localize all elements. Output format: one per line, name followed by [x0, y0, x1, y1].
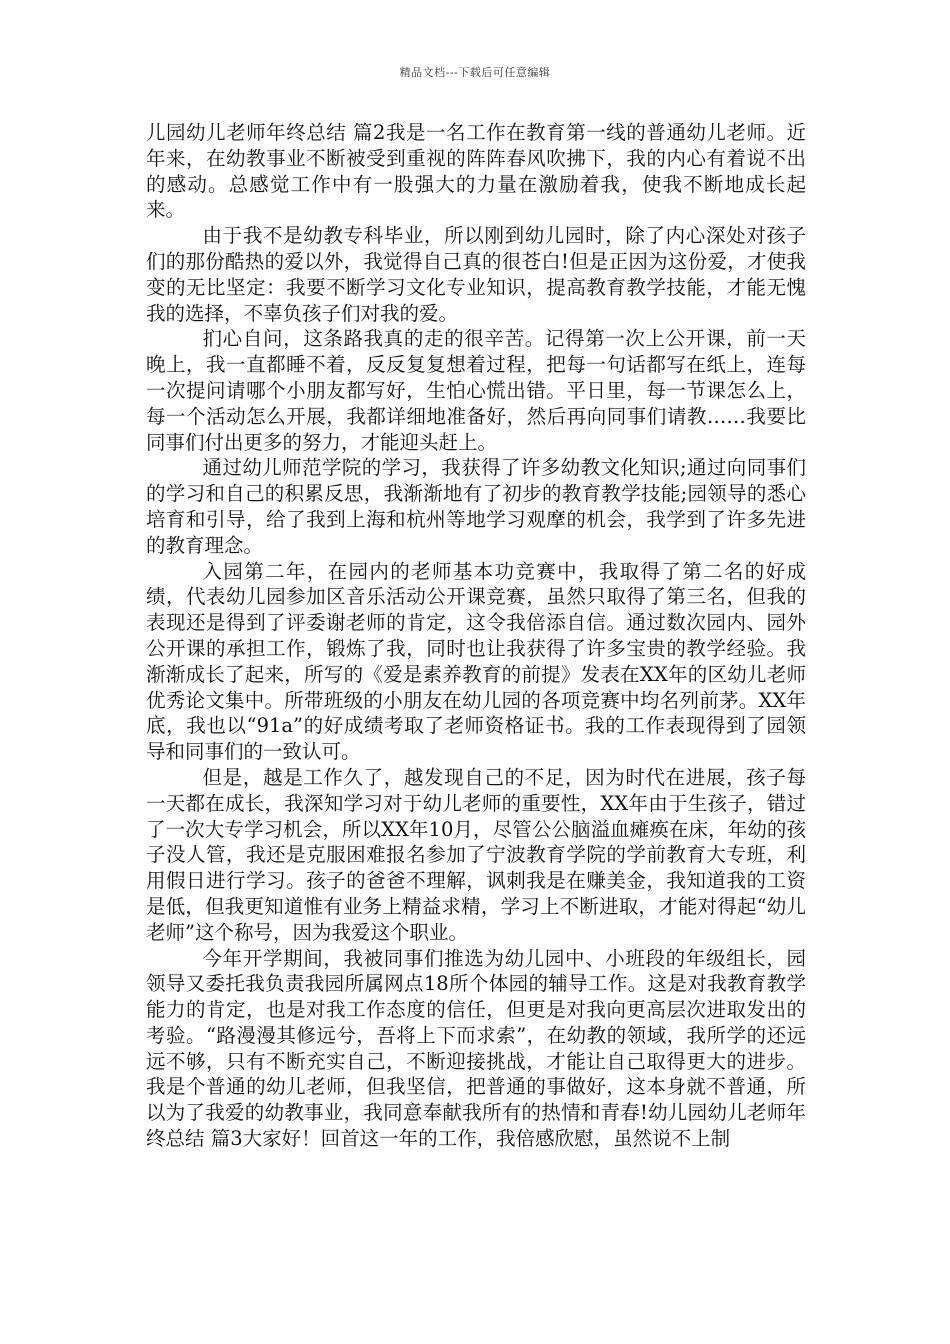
paragraph: 入园第二年，在园内的老师基本功竞赛中，我取得了第二名的好成绩，代表幼儿园参加区音乐活动公开课竞赛，虽然只取得了第三名，但我的表现还是得到了评委谢老师的肯定，这令我倍添自信。通过数次园内、园外公开课的承担工作，锻炼了我，同时也让我获得了许多宝贵的教学经验。我渐渐成长了起来，所写的《爱是素养教育的前提》发表在XX年的区幼儿老师优秀论文集中。所带班级的小朋友在幼儿园的各项竞赛中均名列前茅。XX年底，我也以“91a”的好成绩考取了老师资格证书。我的工作表现得到了园领导和同事们的一致认可。 [146, 559, 806, 764]
document-body [146, 120, 806, 1152]
paragraph: 通过幼儿师范学院的学习，我获得了许多幼教文化知识;通过向同事们的学习和自己的积累反思，我渐渐地有了初步的教育教学技能;园领导的悉心培育和引导，给了我到上海和杭州等地学习观摩的机会，我学到了许多先进的教育理念。 [146, 456, 806, 557]
paragraph: 由于我不是幼教专科毕业，所以刚到幼儿园时，除了内心深处对孩子们的那份酷热的爱以外，我觉得自己真的很苍白!但是正因为这份爱，才使我变的无比坚定：我要不断学习文化专业知识，提高教育教学技能，才能无愧我的选择，不辜负孩子们对我的爱。 [146, 224, 806, 325]
paragraph: 儿园幼儿老师年终总结 篇2我是一名工作在教育第一线的普通幼儿老师。近年来，在幼教事业不断被受到重视的阵阵春风吹拂下，我的内心有着说不出的感动。总感觉工作中有一股强大的力量在激励着我，使我不断地成长起来。 [146, 121, 806, 222]
page-header: 精品文档---下载后可任意编辑 [399, 66, 551, 79]
paragraph: 但是，越是工作久了，越发现自己的不足，因为时代在进展，孩子每一天都在成长，我深知学习对于幼儿老师的重要性，XX年由于生孩子，错过了一次大专学习机会，所以XX年10月，尽管公公脑溢血瘫痪在床，年幼的孩子没人管，我还是克服困难报名参加了宁波教育学院的学前教育大专班，利用假日进行学习。孩子的爸爸不理解，讽刺我是在赚美金，我知道我的工资是低，但我更知道惟有业务上精益求精，学习上不断进取，才能对得起“幼儿老师”这个称号，因为我爱这个职业。 [146, 765, 806, 944]
paragraph: 扪心自问，这条路我真的走的很辛苦。记得第一次上公开课，前一天晚上，我一直都睡不着，反反复复想着过程，把每一句话都写在纸上，连每一次提问请哪个小朋友都写好，生怕心慌出错。平日里，每一节课怎么上，每一个活动怎么开展，我都详细地准备好，然后再向同事们请教……我要比同事们付出更多的努力，才能迎头赶上。 [146, 327, 806, 454]
paragraph: 今年开学期间，我被同事们推选为幼儿园中、小班段的年级组长，园领导又委托我负责我园所属网点18所个体园的辅导工作。这是对我教育教学能力的肯定，也是对我工作态度的信任，但更是对我向更高层次进取发出的考验。“路漫漫其修远兮，吾将上下而求索”，在幼教的领域，我所学的还远远不够，只有不断充实自己，不断迎接挑战，才能让自己取得更大的进步。我是个普通的幼儿老师，但我坚信，把普通的事做好，这本身就不普通，所以为了我爱的幼教事业，我同意奉献我所有的热情和青春!幼儿园幼儿老师年终总结 篇3大家好！回首这一年的工作，我倍感欣慰，虽然说不上制 [146, 946, 806, 1151]
